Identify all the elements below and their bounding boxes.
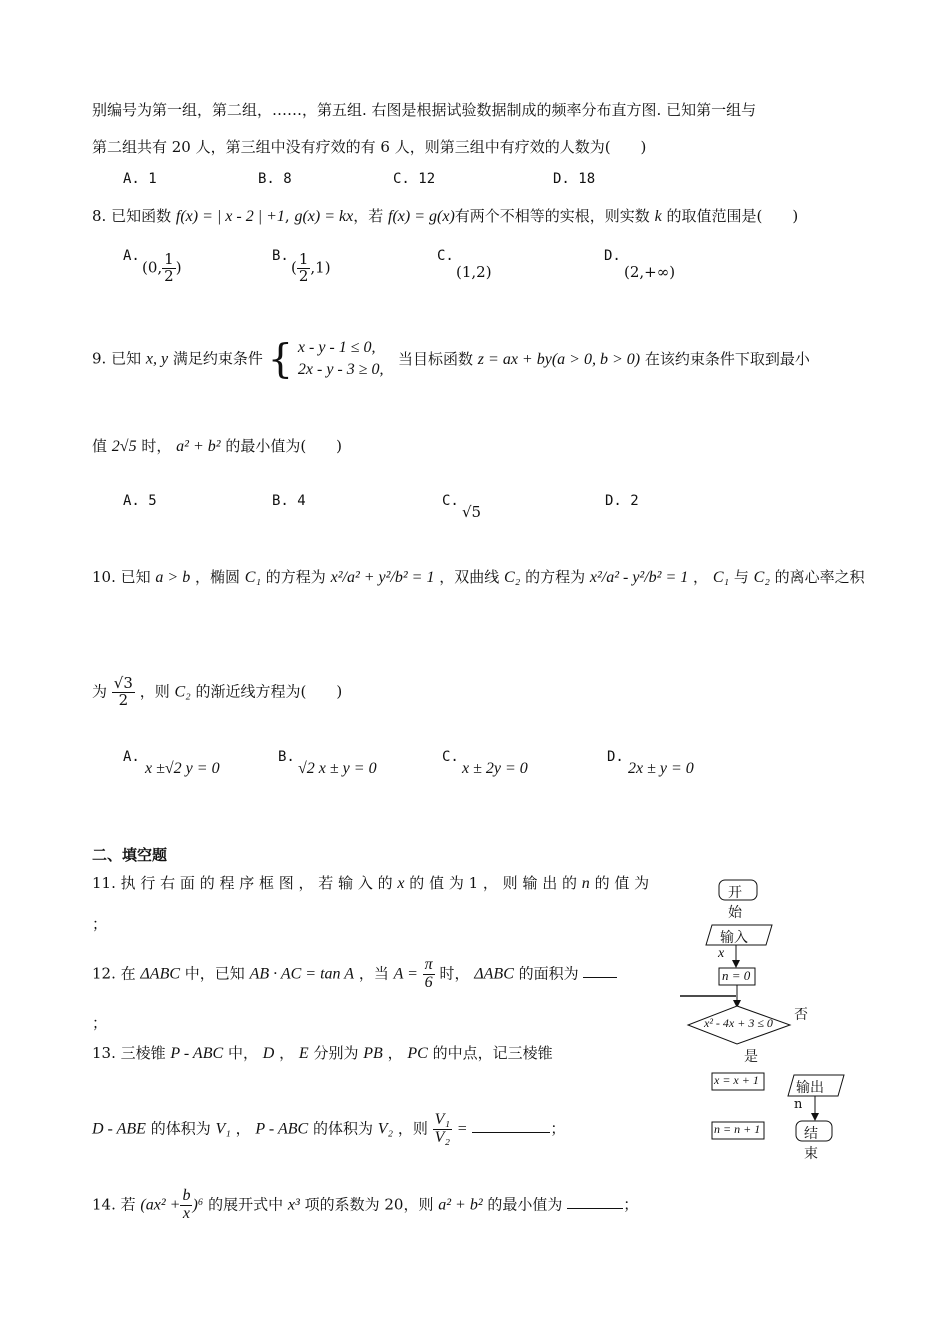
q10-option-b: √2 x ± y = 0 [298, 760, 377, 777]
fc-input-label: 输入 [720, 930, 748, 946]
q13-pc: PC [407, 1045, 428, 1062]
q12-tri2: ΔABC [474, 965, 514, 983]
q13-t3: 的中点，记三棱锥 [432, 1044, 553, 1062]
q7-option-d: D. 18 [553, 171, 596, 187]
q10-option-d-label: D. [607, 749, 624, 765]
q14-num: 14. 若 [92, 1195, 136, 1214]
q7-option-b: B. 8 [258, 171, 292, 187]
q14-t2: 项的系数为 20，则 [304, 1195, 434, 1214]
q11-n: n [581, 875, 590, 892]
q12-line2: ； [92, 1014, 108, 1032]
q8-option-d-label: D. [604, 248, 621, 264]
q9-stem [92, 337, 384, 382]
q13-l2p: P - ABC [255, 1120, 309, 1138]
q8-option-a [142, 252, 182, 285]
q9-obj [398, 348, 810, 369]
q12-aeq: A = [393, 965, 418, 983]
q9-l2val: 2√5 [111, 438, 137, 455]
q7-option-a: A. 1 [123, 171, 157, 187]
q8-a-den: 2 [164, 266, 174, 285]
q10-t5: ， [693, 568, 709, 586]
q12-tri: ΔABC [140, 965, 181, 983]
q9-option-b: B. 4 [272, 493, 306, 509]
q14-frac-den: x [182, 1204, 190, 1222]
q13-v2: V₂ [377, 1120, 394, 1138]
q14-t3: 的最小值为 [487, 1195, 563, 1214]
q13-l2d2: ，则 [397, 1119, 428, 1138]
q10-option-c-label: C. [442, 749, 459, 765]
fc-input-var: x [718, 946, 725, 961]
q8-option-b-label: B. [272, 248, 289, 264]
q9-vars: x, y [145, 350, 169, 368]
q12-frac-den: 6 [424, 973, 433, 991]
q9-line2 [92, 435, 342, 456]
q11-line1: 11. 执 行 右 面 的 程 序 框 图 ， 若 输 入 的 [92, 874, 393, 892]
fc-init-label: n = 0 [722, 968, 751, 983]
q13-t1: 中， [227, 1044, 258, 1062]
q9-l2c: 的最小值为( ) [225, 437, 343, 455]
q8-a-frac [162, 252, 176, 285]
q9-z: z = ax + by(a > 0, b > 0) [477, 351, 641, 368]
q12-stem [92, 957, 617, 992]
q10-frac-num: √3 [113, 674, 133, 692]
q8-option-d: (2,+∞) [624, 263, 676, 281]
q12-t4: 的面积为 [518, 964, 579, 983]
q13-blank[interactable] [472, 1132, 550, 1133]
q7-option-c: C. 12 [393, 171, 436, 187]
fc-start-label: 开 [728, 885, 742, 901]
fc-yes-label: 是 [744, 1049, 758, 1065]
q13-v1: V₁ [215, 1120, 231, 1138]
q7-line1: 别编号为第一组，第二组，……，第五组. 右图是根据试验数据制成的频率分布直方图. 已知第一组与 [92, 101, 757, 119]
q13-comma2: ， [387, 1044, 403, 1062]
q10-t6: 与 [733, 568, 749, 586]
q10-ell: x²/a² + y²/b² = 1 [330, 569, 435, 586]
q9-option-a: A. 5 [123, 493, 157, 509]
q10-c2b: C₂ [753, 569, 770, 586]
q12-frac-num: π [424, 956, 433, 973]
q8-option-c: (1,2) [456, 263, 492, 281]
q10-frac-den: 2 [118, 690, 129, 709]
q8-a-pre: (0, [142, 258, 163, 277]
q8-num: 8. 已知函数 [92, 207, 172, 225]
q11-x: x [397, 875, 405, 892]
q14-end: ； [623, 1195, 639, 1214]
q13-line2 [92, 1112, 565, 1147]
q13-p: P - ABC [170, 1045, 224, 1062]
q14-frac [180, 1188, 192, 1223]
q10-c2: C₂ [504, 569, 521, 586]
q10-t1: ，椭圆 [194, 568, 240, 586]
q13-d: D [262, 1045, 275, 1062]
q12-blank[interactable] [583, 977, 617, 978]
q11-mid: 的 值 为 1 ， 则 输 出 的 [409, 874, 577, 892]
q10-t7: 的离心率之积 [774, 568, 865, 586]
q9-tail: 在该约束条件下取到最小 [644, 350, 810, 368]
q12-dot: AB · AC = tan A [249, 965, 355, 983]
fc-no-label: 否 [794, 1007, 808, 1023]
q14-expr-post: )⁶ [192, 1196, 204, 1214]
q11-end: 的 值 为 [594, 874, 650, 892]
q11-stem [92, 872, 649, 893]
fc-end-label: 结 [804, 1126, 818, 1142]
q8-k: k [654, 208, 662, 225]
q8-option-c-label: C. [437, 248, 454, 264]
q12-t3: 时， [439, 964, 470, 983]
q12-t2: ，当 [358, 964, 389, 983]
q13-l2a: 的体积为 [150, 1119, 211, 1138]
q10-hyp: x²/a² - y²/b² = 1 [589, 569, 689, 586]
fc-step1-label: x = x + 1 [714, 1073, 759, 1087]
q10-t4: 的方程为 [525, 568, 586, 586]
q14-x3: x³ [287, 1196, 300, 1214]
q10-t2: 的方程为 [265, 568, 326, 586]
q10-l2a: 为 [92, 682, 108, 701]
q10-l2d: 的渐近线方程为( ) [195, 682, 343, 701]
q9-c2: 2x - y - 3 ≥ 0, [297, 361, 384, 379]
fc-output-var: n [794, 1097, 803, 1112]
q14-expr-pre: (ax² + [140, 1196, 181, 1214]
fc-output-label: 输出 [796, 1080, 824, 1096]
fc-step2-label: n = n + 1 [714, 1122, 761, 1136]
q10-stem [92, 566, 865, 587]
q9-l2a: 值 [92, 437, 108, 455]
q13-frac-num: V₁ [434, 1111, 451, 1128]
q12-num: 12. 在 [92, 964, 136, 983]
q10-cmp: a > b [155, 569, 191, 586]
q13-eq: = [456, 1120, 468, 1138]
q8-mid: ，若 [353, 207, 384, 225]
q10-option-d: 2x ± y = 0 [628, 760, 694, 777]
q10-option-a: x ±√2 y = 0 [145, 760, 220, 777]
q10-option-a-label: A. [123, 749, 140, 765]
q9-num: 9. 已知 [92, 349, 142, 368]
fc-start-label2: 始 [728, 905, 742, 921]
q13-stem [92, 1042, 553, 1063]
q13-e: E [298, 1045, 309, 1062]
q10-c1b: C₁ [712, 569, 730, 586]
q8-b-num: 1 [298, 250, 309, 268]
q8-a-post: ) [175, 258, 182, 277]
q9-option-d: D. 2 [605, 493, 639, 509]
q8-option-b [291, 252, 331, 285]
q8-end: 的取值范围是( ) [666, 207, 799, 225]
q13-frac [433, 1112, 452, 1147]
q8-g: g(x) = kx [294, 208, 354, 225]
q8-b-frac [297, 252, 311, 285]
q8-b-pre: ( [291, 258, 297, 277]
q10-c1: C₁ [244, 569, 262, 586]
fc-end-label2: 束 [804, 1146, 818, 1162]
q9-l2expr: a² + b² [176, 438, 221, 455]
q13-end: ； [550, 1119, 566, 1138]
section-title: 二、填空题 [92, 846, 168, 864]
q14-t1: 的展开式中 [208, 1195, 284, 1214]
q9-brace: { [267, 336, 294, 383]
q9-obj-label: 当目标函数 [398, 350, 474, 368]
q8-b-den: 2 [298, 266, 309, 285]
q9-system [298, 337, 384, 382]
q10-t3: ，双曲线 [439, 568, 500, 586]
q9-option-c-label: C. [442, 493, 459, 509]
q10-option-b-label: B. [278, 749, 295, 765]
q7-line2: 第二组共有 20 人，第三组中没有疗效的有 6 人，则第三组中有疗效的人数为( ) [92, 138, 647, 156]
q10-option-c: x ± 2y = 0 [462, 760, 528, 777]
q9-cond: 满足约束条件 [172, 349, 263, 368]
q9-l2b: 时， [141, 437, 172, 455]
flowchart [672, 872, 862, 1172]
q13-pb: PB [363, 1045, 383, 1062]
q9-c1: x - y - 1 ≤ 0, [297, 339, 376, 356]
q8-b-post: ,1) [310, 258, 331, 277]
q14-stem [92, 1188, 638, 1223]
q8-tail: 有两个不相等的实根，则实数 [454, 207, 650, 225]
q10-num: 10. 已知 [92, 568, 151, 586]
q8-a-num: 1 [164, 250, 174, 268]
q13-num: 13. 三棱锥 [92, 1044, 166, 1062]
q8-option-a-label: A. [123, 248, 140, 264]
q14-blank[interactable] [567, 1208, 623, 1209]
q10-frac [112, 676, 135, 709]
q8-eq: f(x) = g(x) [388, 208, 455, 225]
q13-t2: 分别为 [313, 1044, 359, 1062]
q11-line2: ； [92, 915, 108, 933]
q8-comma: , [284, 207, 290, 225]
q8-f: f(x) = | x - 2 | +1 [175, 208, 285, 225]
q13-l2c: 的体积为 [312, 1119, 373, 1138]
q13-frac-den: V₂ [434, 1128, 451, 1146]
q13-l2d: D - ABE [92, 1120, 146, 1138]
fc-cond-label: x² - 4x + 3 ≤ 0 [704, 1016, 773, 1030]
q13-comma: ， [279, 1044, 295, 1062]
q13-l2b: ， [235, 1119, 251, 1138]
q9-option-c: √5 [462, 503, 482, 521]
q14-frac-num: b [182, 1187, 191, 1204]
q14-ab: a² + b² [438, 1196, 483, 1214]
q8-stem [92, 205, 798, 226]
q10-l2b: ，则 [139, 682, 170, 701]
q12-frac [423, 957, 435, 992]
q10-line2 [92, 676, 342, 709]
q12-t1: 中，已知 [184, 964, 245, 983]
q10-l2c: C₂ [174, 683, 191, 701]
